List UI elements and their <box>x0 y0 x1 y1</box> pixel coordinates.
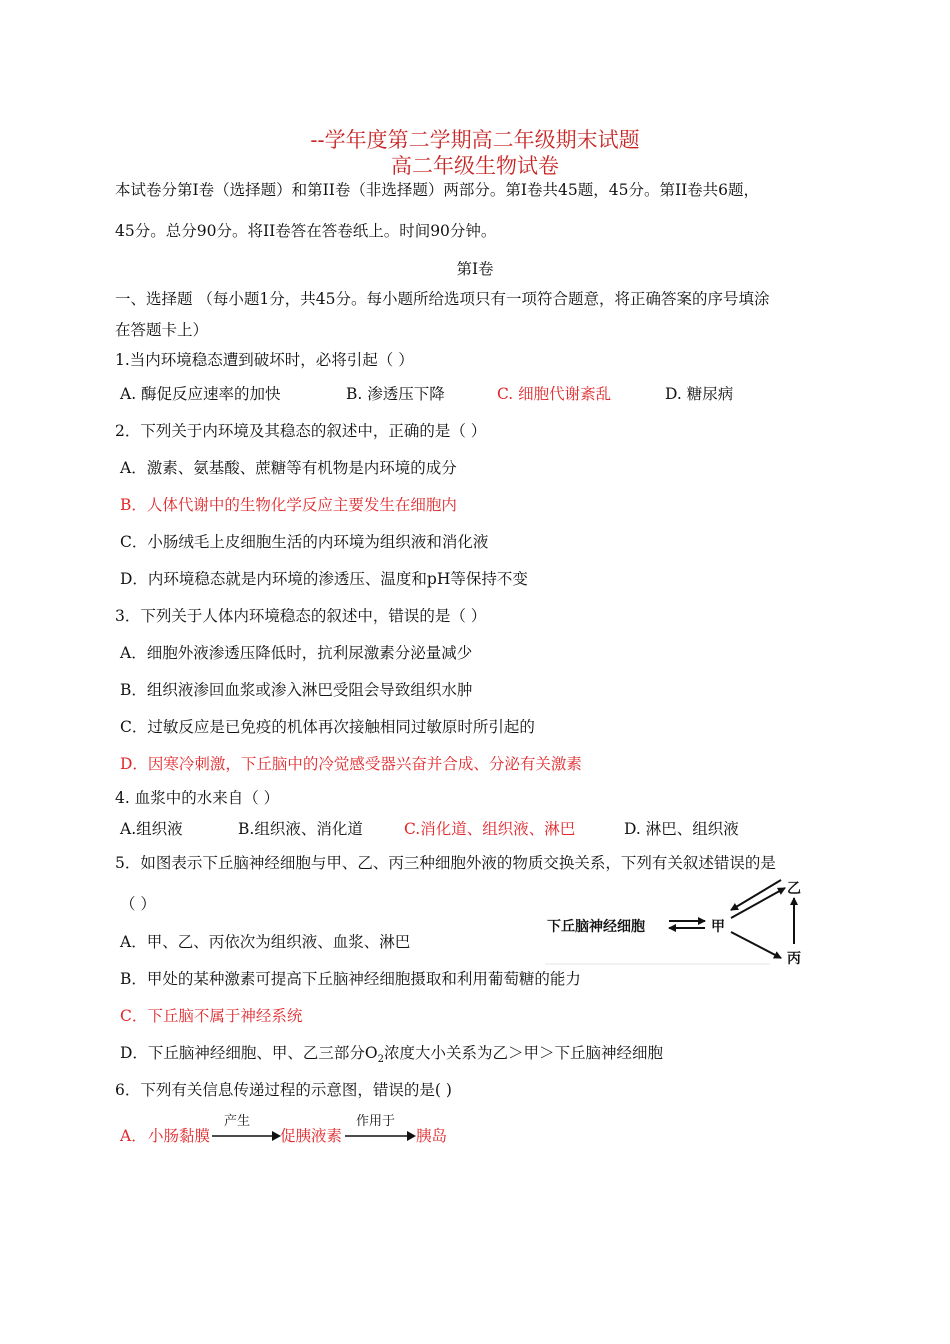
q5-option-b: B．甲处的某种激素可提高下丘脑神经细胞摄取和利用葡萄糖的能力 <box>120 970 581 988</box>
q3-option-d: D．因寒冷刺激，下丘脑中的冷觉感受器兴奋并合成、分泌有关激素 <box>120 755 582 773</box>
q1-option-b: B. 渗透压下降 <box>346 385 445 403</box>
q1-stem: 1.当内环境稳态遭到破坏时，必将引起（ ） <box>115 351 414 369</box>
q2-option-a: A．激素、氨基酸、蔗糖等有机物是内环境的成分 <box>120 459 457 477</box>
diagram-bing-label: 丙 <box>787 951 801 967</box>
arrow-jia-to-bing <box>731 932 781 958</box>
q6-option-a-label: A． <box>120 1127 147 1145</box>
q3-option-b: B．组织液渗回血浆或渗入淋巴受阻会导致组织水肿 <box>120 681 473 699</box>
q5-option-d <box>120 1041 663 1065</box>
flow-arrow-2 <box>345 1130 417 1142</box>
q3-option-a: A．细胞外液渗透压降低时，抗利尿激素分泌量减少 <box>120 644 473 662</box>
q5-option-a: A．甲、乙、丙依次为组织液、血浆、淋巴 <box>120 933 411 951</box>
exam-subtitle: 高二年级生物试卷 <box>391 154 559 178</box>
q4-stem: 4. 血浆中的水来自（ ） <box>115 789 280 807</box>
q4-option-d: D. 淋巴、组织液 <box>624 820 739 838</box>
diagram-cell-label: 下丘脑神经细胞 <box>547 919 645 935</box>
q1-option-a: A. 酶促反应速率的加快 <box>120 385 281 403</box>
q5-paren: （ ） <box>120 895 156 913</box>
flow-arrow-1 <box>212 1130 282 1142</box>
arrow-jia-to-yi <box>731 888 785 918</box>
q1-option-d: D. 糖尿病 <box>665 385 734 403</box>
flow-arrow-2-label: 作用于 <box>356 1114 396 1129</box>
flow-node-1: 小肠黏膜 <box>148 1127 211 1145</box>
q3-option-c: C．过敏反应是已免疫的机体再次接触相同过敏原时所引起的 <box>120 718 535 736</box>
q2-stem: 2．下列关于内环境及其稳态的叙述中，正确的是（ ） <box>115 422 487 440</box>
q6-option-a <box>120 1110 480 1146</box>
q5-option-d-sub: 2 <box>377 1054 385 1066</box>
intro-line-1: 本试卷分第I卷（选择题）和第II卷（非选择题）两部分。第I卷共45题，45分。第II卷共6题， <box>115 181 760 199</box>
q4-option-a: A.组织液 <box>120 820 183 838</box>
flow-node-2: 促胰液素 <box>280 1127 343 1145</box>
exam-title: --学年度第二学期高二年级期末试题 <box>310 128 640 152</box>
q2-option-d: D．内环境稳态就是内环境的渗透压、温度和pH等保持不变 <box>120 570 528 588</box>
q4-option-b: B.组织液、消化道 <box>238 820 363 838</box>
diagram-yi-label: 乙 <box>787 881 801 897</box>
q4-option-c: C.消化道、组织液、淋巴 <box>404 820 576 838</box>
q5-option-c: C．下丘脑不属于神经系统 <box>120 1007 303 1025</box>
flow-node-3: 胰岛 <box>416 1127 448 1145</box>
q1-option-c: C. 细胞代谢紊乱 <box>497 385 612 403</box>
q5-option-d-post: 浓度大小关系为乙＞甲＞下丘脑神经细胞 <box>384 1044 664 1062</box>
q6-stem: 6．下列有关信息传递过程的示意图，错误的是( ) <box>115 1081 452 1099</box>
section-heading: 第I卷 <box>456 260 494 278</box>
q2-option-b: B．人体代谢中的生物化学反应主要发生在细胞内 <box>120 496 457 514</box>
q2-option-c: C．小肠绒毛上皮细胞生活的内环境为组织液和消化液 <box>120 533 489 551</box>
intro-line-2: 45分。总分90分。将II卷答在答卷纸上。时间90分钟。 <box>115 222 497 240</box>
section-instruction-2: 在答题卡上） <box>115 321 209 339</box>
flow-arrow-1-label: 产生 <box>224 1114 251 1129</box>
section-instruction-1: 一、选择题 （每小题1分，共45分。每小题所给选项只有一项符合题意，将正确答案的序号填涂 <box>115 290 770 308</box>
diagram-jia-label: 甲 <box>711 919 725 935</box>
q5-stem: 5．如图表示下丘脑神经细胞与甲、乙、丙三种细胞外液的物质交换关系，下列有关叙述错误的是 <box>115 854 776 872</box>
q3-stem: 3．下列关于人体内环境稳态的叙述中，错误的是（ ） <box>115 607 487 625</box>
q5-option-d-pre: D．下丘脑神经细胞、甲、乙三部分O <box>120 1044 378 1062</box>
exchange-diagram <box>545 876 810 968</box>
